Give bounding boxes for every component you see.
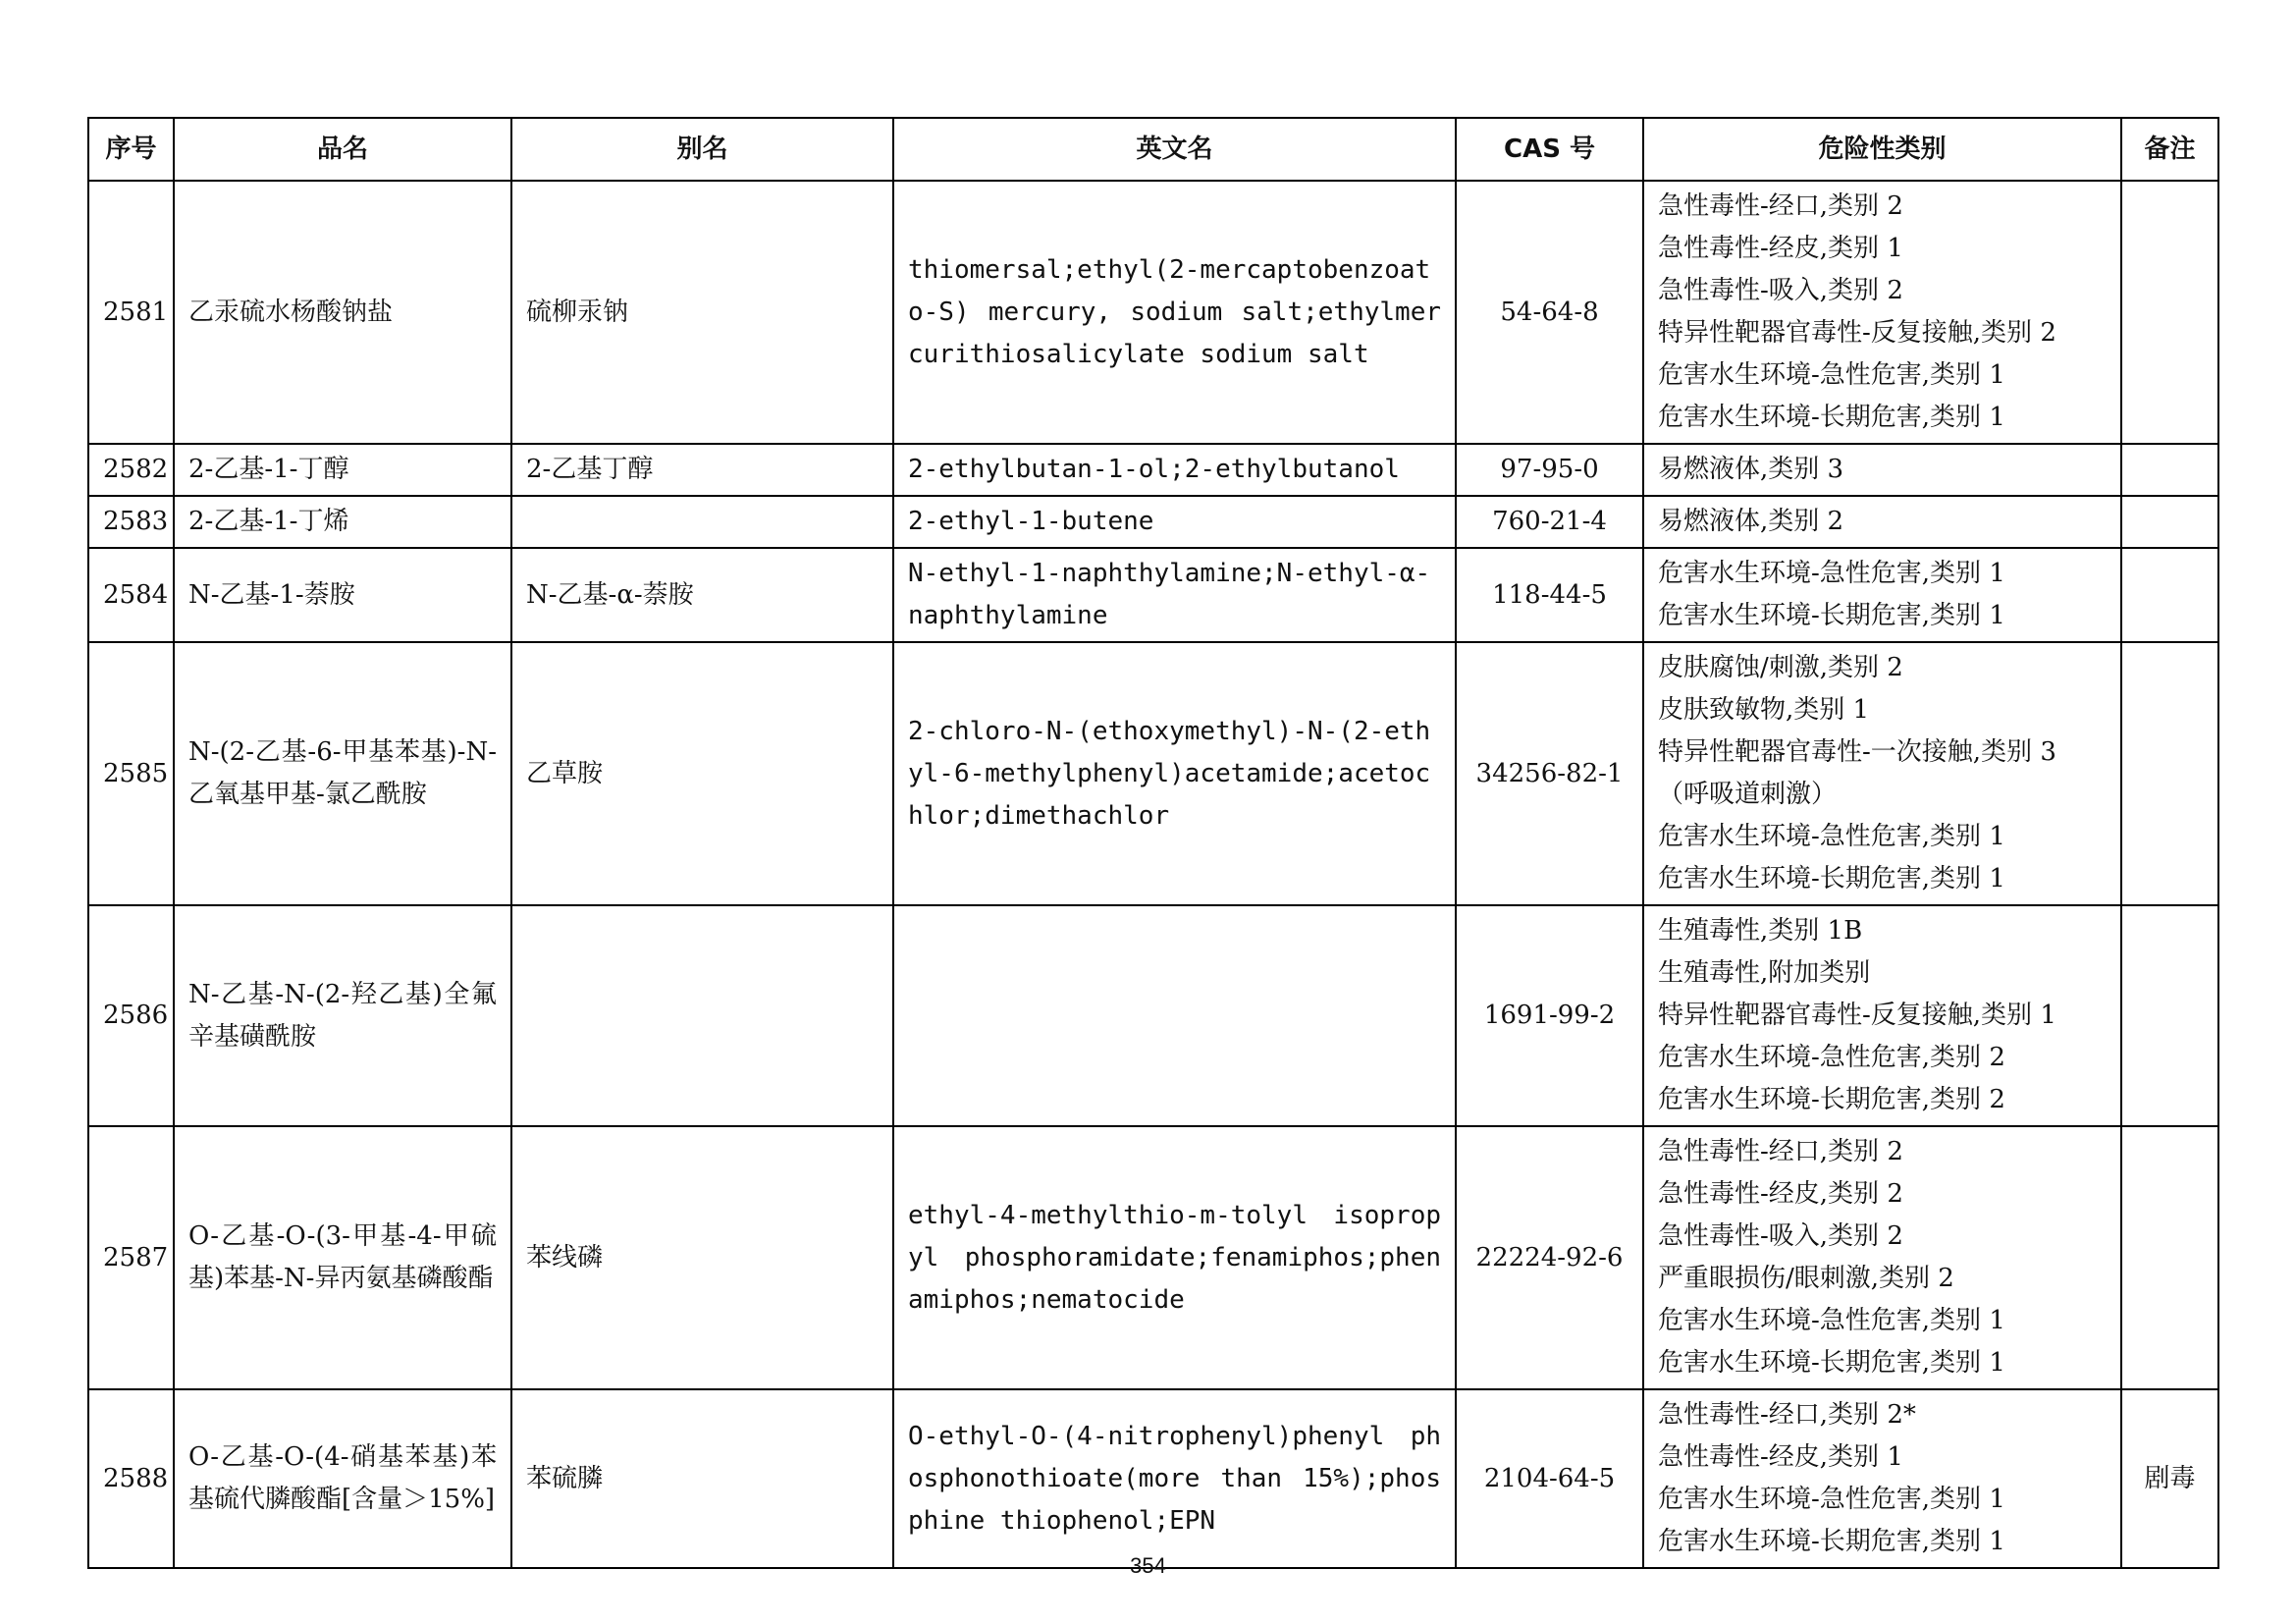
alias-cell: 苯硫膦 [511,1389,893,1568]
english-name-cell: thiomersal;ethyl(2-mercaptobenzoato-S) mercury, sodium salt;ethylmercurithiosalicylate sodium salt [893,181,1456,444]
cas-number-cell: 22224-92-6 [1456,1126,1643,1389]
product-name-cell: O-乙基-O-(3-甲基-4-甲硫基)苯基-N-异丙氨基磷酸酯 [174,1126,511,1389]
table-row [88,642,2218,905]
english-name-cell: O-ethyl-O-(4-nitrophenyl)phenyl phosphonothioate(more than 15%);phosphine thiophenol;EPN [893,1389,1456,1568]
hazard-line: 急性毒性-吸入,类别 2 [1658,1221,1903,1251]
alias-cell [511,496,893,548]
english-name-cell: 2-ethyl-1-butene [893,496,1456,548]
hazard-class-cell [1643,1389,2121,1568]
table-row [88,181,2218,444]
hazard-line: 危害水生环境-长期危害,类别 1 [1658,1527,2005,1556]
hazard-line: 危害水生环境-长期危害,类别 2 [1658,1085,2005,1114]
alias-cell: N-乙基-α-萘胺 [511,548,893,642]
alias-cell: 2-乙基丁醇 [511,444,893,496]
hazard-class-cell [1643,642,2121,905]
cas-number-cell: 54-64-8 [1456,181,1643,444]
product-name-cell: N-乙基-1-萘胺 [174,548,511,642]
table-row [88,496,2218,548]
header-serial-no: 序号 [88,118,174,181]
hazard-line: 危害水生环境-急性危害,类别 1 [1658,822,2005,851]
table-row [88,1389,2218,1568]
cas-number-cell: 760-21-4 [1456,496,1643,548]
english-name-cell: ethyl-4-methylthio-m-tolyl isopropyl phosphoramidate;fenamiphos;phenamiphos;nematocide [893,1126,1456,1389]
remarks-cell [2121,496,2218,548]
hazard-class-cell [1643,496,2121,548]
hazard-line: （呼吸道刺激） [1658,780,1838,809]
cas-number-cell: 1691-99-2 [1456,905,1643,1126]
table-header-row [88,118,2218,181]
remarks-cell [2121,181,2218,444]
product-name-cell: 乙汞硫水杨酸钠盐 [174,181,511,444]
table-row [88,548,2218,642]
serial-no-cell: 2583 [88,496,174,548]
header-cas-no: CAS 号 [1456,118,1643,181]
header-english-name: 英文名 [893,118,1456,181]
hazard-line: 危害水生环境-急性危害,类别 1 [1658,1306,2005,1335]
alias-cell [511,905,893,1126]
header-alias: 别名 [511,118,893,181]
serial-no-cell: 2584 [88,548,174,642]
hazard-line: 危害水生环境-急性危害,类别 1 [1658,360,2005,390]
hazard-line: 急性毒性-经皮,类别 1 [1658,1442,1903,1472]
hazard-line: 危害水生环境-长期危害,类别 1 [1658,601,2005,630]
remarks-cell: 剧毒 [2121,1389,2218,1568]
product-name-cell: 2-乙基-1-丁醇 [174,444,511,496]
hazard-line: 特异性靶器官毒性-一次接触,类别 3 [1658,737,2056,767]
remarks-cell [2121,548,2218,642]
remarks-cell [2121,905,2218,1126]
hazard-line: 特异性靶器官毒性-反复接触,类别 2 [1658,318,2056,348]
hazard-line: 危害水生环境-急性危害,类别 1 [1658,1485,2005,1514]
table-row [88,444,2218,496]
hazard-class-cell [1643,905,2121,1126]
serial-no-cell: 2586 [88,905,174,1126]
hazard-line: 危害水生环境-长期危害,类别 1 [1658,864,2005,893]
product-name-cell: N-乙基-N-(2-羟乙基)全氟辛基磺酰胺 [174,905,511,1126]
alias-cell: 乙草胺 [511,642,893,905]
hazard-line: 急性毒性-吸入,类别 2 [1658,276,1903,305]
hazard-line: 急性毒性-经口,类别 2* [1658,1400,1916,1430]
english-name-cell: N-ethyl-1-naphthylamine;N-ethyl-α-naphthylamine [893,548,1456,642]
page-number: 354 [1130,1553,1166,1578]
serial-no-cell: 2585 [88,642,174,905]
hazard-line: 易燃液体,类别 3 [1658,455,1844,484]
header-hazard-class: 危险性类别 [1643,118,2121,181]
hazard-line: 危害水生环境-长期危害,类别 1 [1658,1348,2005,1378]
cas-number-cell: 2104-64-5 [1456,1389,1643,1568]
hazard-class-cell [1643,1126,2121,1389]
hazard-line: 急性毒性-经口,类别 2 [1658,191,1903,221]
hazard-class-cell [1643,181,2121,444]
serial-no-cell: 2588 [88,1389,174,1568]
hazard-class-cell [1643,444,2121,496]
hazardous-chemicals-table [87,117,2219,1569]
hazard-line: 生殖毒性,类别 1B [1658,916,1863,946]
alias-cell: 硫柳汞钠 [511,181,893,444]
product-name-cell: 2-乙基-1-丁烯 [174,496,511,548]
hazard-line: 急性毒性-经口,类别 2 [1658,1137,1903,1166]
serial-no-cell: 2581 [88,181,174,444]
serial-no-cell: 2587 [88,1126,174,1389]
product-name-cell: O-乙基-O-(4-硝基苯基)苯基硫代膦酸酯[含量＞15%] [174,1389,511,1568]
remarks-cell [2121,642,2218,905]
remarks-cell [2121,444,2218,496]
cas-number-cell: 97-95-0 [1456,444,1643,496]
hazard-line: 皮肤致敏物,类别 1 [1658,695,1870,725]
serial-no-cell: 2582 [88,444,174,496]
english-name-cell: 2-chloro-N-(ethoxymethyl)-N-(2-ethyl-6-methylphenyl)acetamide;acetochlor;dimethachlor [893,642,1456,905]
product-name-cell: N-(2-乙基-6-甲基苯基)-N-乙氧基甲基-氯乙酰胺 [174,642,511,905]
remarks-cell [2121,1126,2218,1389]
english-name-cell [893,905,1456,1126]
hazard-line: 急性毒性-经皮,类别 2 [1658,1179,1903,1209]
hazard-line: 特异性靶器官毒性-反复接触,类别 1 [1658,1001,2056,1030]
hazard-line: 急性毒性-经皮,类别 1 [1658,234,1903,263]
hazard-line: 生殖毒性,附加类别 [1658,958,1871,988]
hazard-line: 易燃液体,类别 2 [1658,507,1844,536]
hazard-line: 危害水生环境-急性危害,类别 2 [1658,1043,2005,1072]
header-product-name: 品名 [174,118,511,181]
hazard-line: 严重眼损伤/眼刺激,类别 2 [1658,1264,1954,1293]
english-name-cell: 2-ethylbutan-1-ol;2-ethylbutanol [893,444,1456,496]
hazard-line: 危害水生环境-长期危害,类别 1 [1658,403,2005,432]
header-remarks: 备注 [2121,118,2218,181]
table-row [88,905,2218,1126]
cas-number-cell: 34256-82-1 [1456,642,1643,905]
hazard-line: 危害水生环境-急性危害,类别 1 [1658,559,2005,588]
hazard-line: 皮肤腐蚀/刺激,类别 2 [1658,653,1903,682]
table-row [88,1126,2218,1389]
alias-cell: 苯线磷 [511,1126,893,1389]
hazard-class-cell [1643,548,2121,642]
cas-number-cell: 118-44-5 [1456,548,1643,642]
